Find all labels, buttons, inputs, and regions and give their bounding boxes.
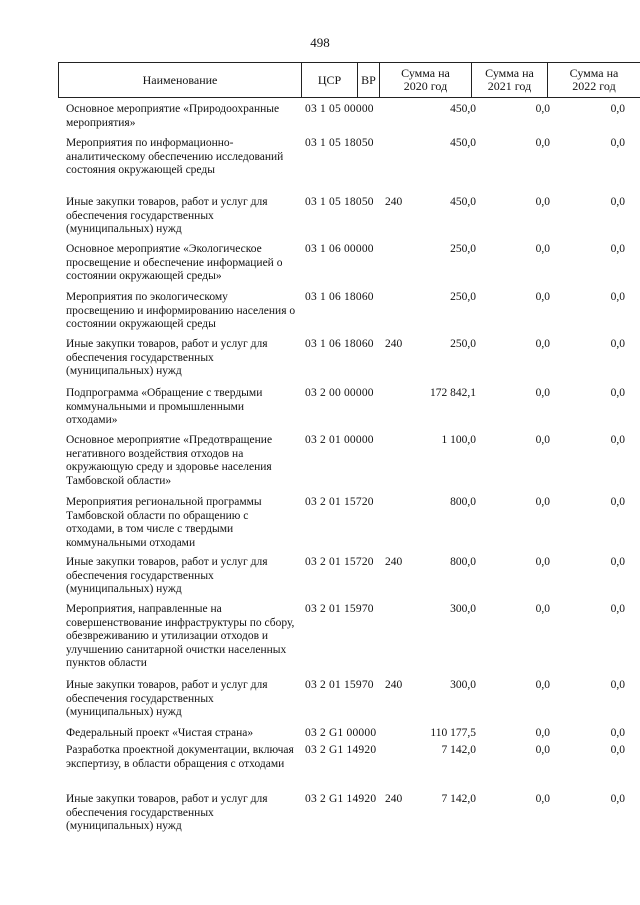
row-sum-2020: 110 177,5 [430, 727, 476, 739]
row-sum-2021: 0,0 [535, 291, 550, 303]
row-sum-2022: 0,0 [610, 387, 625, 399]
row-name: Иные закупки товаров, работ и услуг для обеспечения государственных (муниципальных) нужд [66, 196, 268, 235]
row-sum-2022: 0,0 [610, 196, 625, 208]
row-csr: 03 2 01 15970 [305, 603, 374, 615]
row-name: Иные закупки товаров, работ и услуг для обеспечения государственных (муниципальных) нужд [66, 679, 268, 718]
row-sum-2020: 450,0 [450, 137, 476, 149]
header-sum-2022: Сумма на 2022 год [547, 63, 640, 97]
row-sum-2021: 0,0 [535, 793, 550, 805]
row-sum-2021: 0,0 [535, 434, 550, 446]
row-vr: 240 [385, 793, 403, 805]
row-sum-2021: 0,0 [535, 243, 550, 255]
page-number: 498 [310, 35, 330, 50]
row-sum-2021: 0,0 [535, 338, 550, 350]
row-sum-2020: 1 100,0 [441, 434, 476, 446]
row-sum-2022: 0,0 [610, 727, 625, 739]
row-sum-2020: 300,0 [450, 679, 476, 691]
row-sum-2022: 0,0 [610, 243, 625, 255]
row-sum-2022: 0,0 [610, 103, 625, 115]
row-sum-2022: 0,0 [610, 137, 625, 149]
table-header [58, 62, 640, 98]
row-csr: 03 2 01 00000 [305, 434, 374, 446]
row-sum-2021: 0,0 [535, 679, 550, 691]
header-csr: ЦСР [301, 63, 357, 97]
row-sum-2022: 0,0 [610, 291, 625, 303]
row-sum-2020: 300,0 [450, 603, 476, 615]
row-sum-2020: 7 142,0 [441, 744, 476, 756]
row-name: Федеральный проект «Чистая страна» [66, 727, 254, 739]
row-name: Основное мероприятие «Экологическое просвещение и обеспечение информацией о состоянии окружающей среды» [66, 243, 283, 282]
row-csr: 03 2 G1 14920 [305, 793, 377, 805]
row-csr: 03 1 05 18050 [305, 196, 374, 208]
row-csr: 03 2 01 15720 [305, 556, 374, 568]
row-sum-2021: 0,0 [535, 727, 550, 739]
row-csr: 03 1 05 00000 [305, 103, 374, 115]
row-csr: 03 2 G1 00000 [305, 727, 377, 739]
row-sum-2020: 250,0 [450, 291, 476, 303]
row-name: Мероприятия по информационно-аналитическому обеспечению исследований состояния окружающей среды [66, 137, 284, 176]
row-sum-2022: 0,0 [610, 556, 625, 568]
row-csr: 03 1 06 18060 [305, 338, 374, 350]
row-sum-2021: 0,0 [535, 137, 550, 149]
row-sum-2020: 250,0 [450, 338, 476, 350]
row-vr: 240 [385, 556, 403, 568]
row-csr: 03 2 G1 14920 [305, 744, 377, 756]
row-name: Мероприятия региональной программы Тамбовской области по обращению с отходами, в том числе с твердыми коммунальными отходами [66, 496, 262, 549]
row-sum-2022: 0,0 [610, 793, 625, 805]
header-sum-2020: Сумма на 2020 год [379, 63, 471, 97]
row-sum-2022: 0,0 [610, 744, 625, 756]
row-csr: 03 2 00 00000 [305, 387, 374, 399]
row-name: Основное мероприятие «Предотвращение негативного воздействия отходов на окружающую среду и здоровье населения Тамбовской области» [66, 434, 273, 487]
row-name: Иные закупки товаров, работ и услуг для обеспечения государственных (муниципальных) нужд [66, 338, 268, 377]
row-sum-2020: 250,0 [450, 243, 476, 255]
row-sum-2020: 450,0 [450, 196, 476, 208]
row-sum-2021: 0,0 [535, 196, 550, 208]
row-csr: 03 2 01 15970 [305, 679, 374, 691]
row-sum-2021: 0,0 [535, 103, 550, 115]
row-csr: 03 1 06 18060 [305, 291, 374, 303]
row-name: Подпрограмма «Обращение с твердыми коммунальными и промышленными отходами» [66, 387, 263, 426]
row-name: Основное мероприятие «Природоохранные мероприятия» [66, 103, 280, 129]
row-csr: 03 1 06 00000 [305, 243, 374, 255]
row-sum-2021: 0,0 [535, 556, 550, 568]
row-name: Иные закупки товаров, работ и услуг для обеспечения государственных (муниципальных) нужд [66, 793, 268, 832]
row-sum-2020: 800,0 [450, 496, 476, 508]
header-name: Наименование [58, 63, 301, 97]
row-sum-2021: 0,0 [535, 603, 550, 615]
row-sum-2022: 0,0 [610, 338, 625, 350]
row-sum-2021: 0,0 [535, 496, 550, 508]
row-sum-2022: 0,0 [610, 679, 625, 691]
row-sum-2020: 7 142,0 [441, 793, 476, 805]
row-name: Разработка проектной документации, включая экспертизу, в области обращения с отходами [66, 744, 294, 770]
row-vr: 240 [385, 196, 403, 208]
row-csr: 03 2 01 15720 [305, 496, 374, 508]
row-sum-2021: 0,0 [535, 387, 550, 399]
row-sum-2020: 172 842,1 [430, 387, 476, 399]
row-csr: 03 1 05 18050 [305, 137, 374, 149]
row-name: Иные закупки товаров, работ и услуг для обеспечения государственных (муниципальных) нужд [66, 556, 268, 595]
row-sum-2021: 0,0 [535, 744, 550, 756]
row-vr: 240 [385, 679, 403, 691]
row-name: Мероприятия, направленные на совершенствование инфраструктуры по сбору, обезвреживанию и утилизации отходов и улучшению санитарной очистки населенных пунктов области [66, 603, 295, 669]
header-sum-2021: Сумма на 2021 год [471, 63, 547, 97]
row-name: Мероприятия по экологическому просвещению и информированию населения о состоянии окружающей среды [66, 291, 296, 330]
header-vr: ВР [357, 63, 379, 97]
row-sum-2020: 800,0 [450, 556, 476, 568]
row-vr: 240 [385, 338, 403, 350]
row-sum-2022: 0,0 [610, 434, 625, 446]
row-sum-2020: 450,0 [450, 103, 476, 115]
row-sum-2022: 0,0 [610, 496, 625, 508]
row-sum-2022: 0,0 [610, 603, 625, 615]
